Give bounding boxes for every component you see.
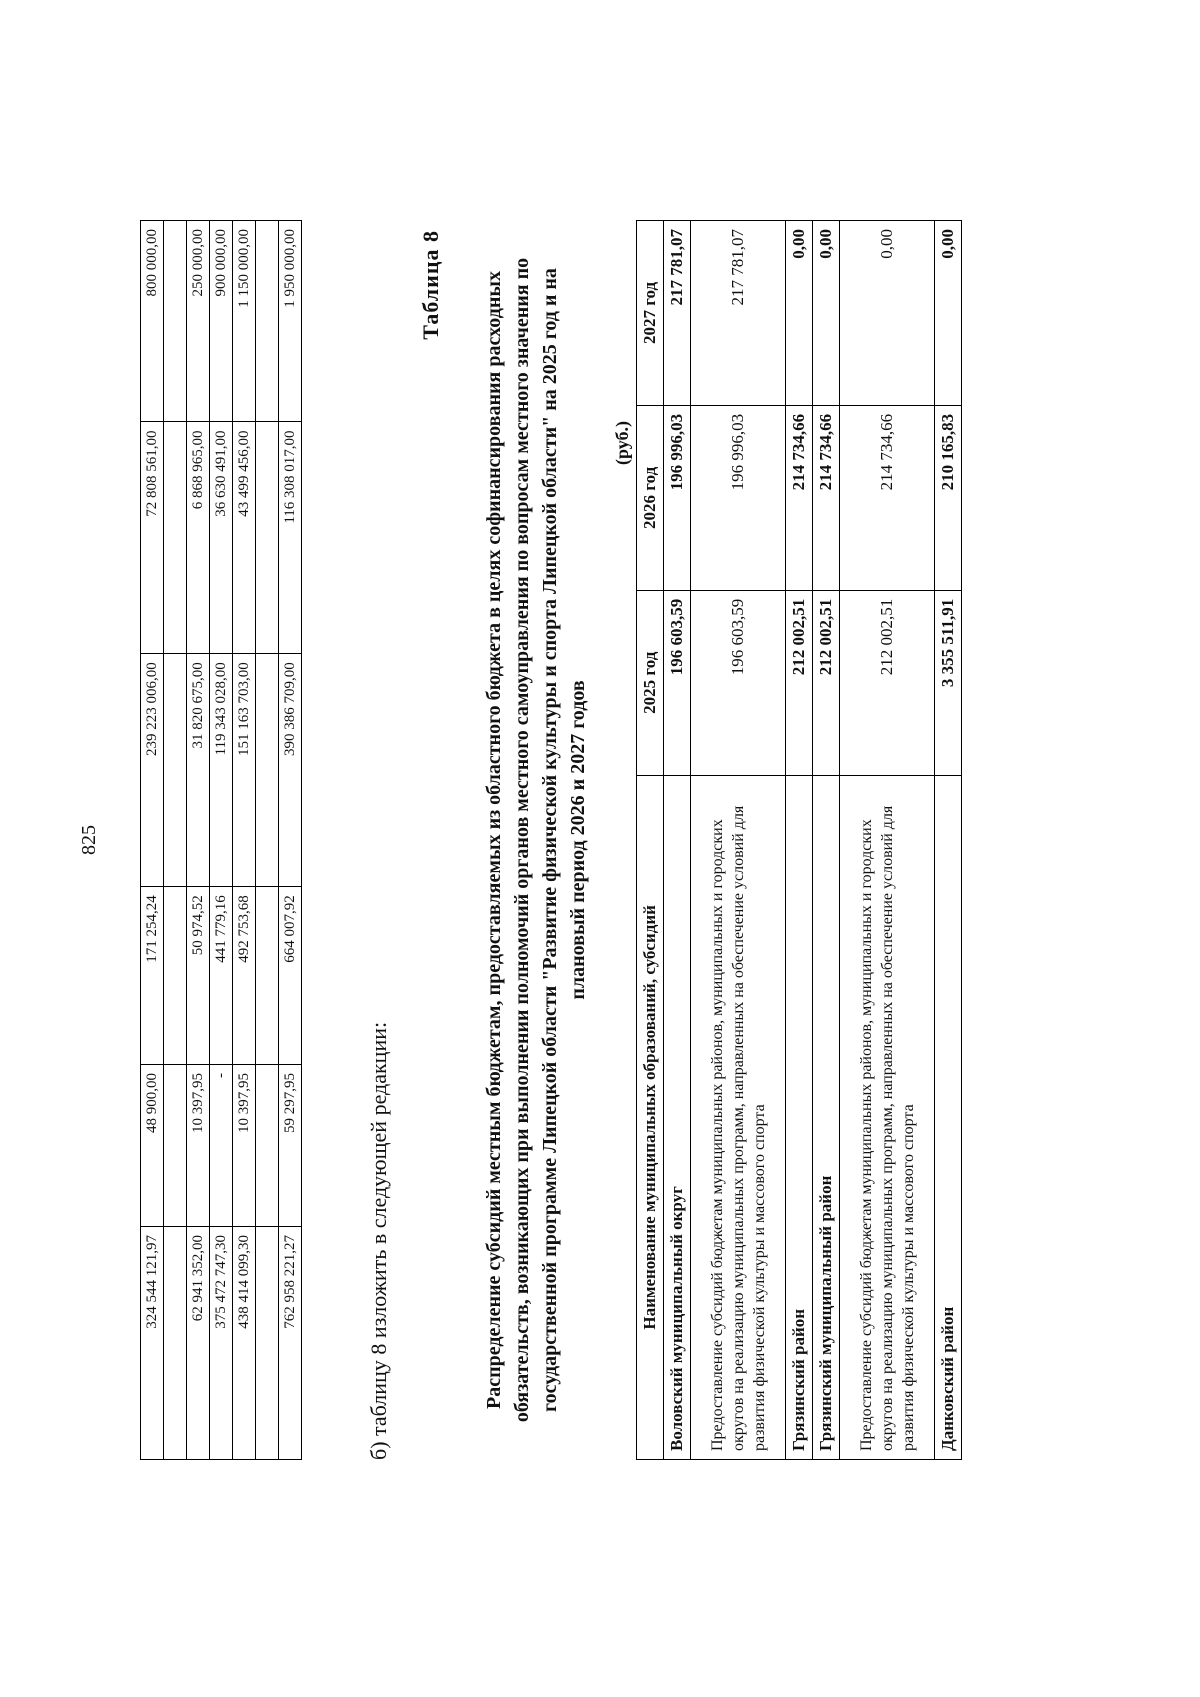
table-cell bbox=[164, 1065, 187, 1227]
amendment-note: б) таблицу 8 изложить в следующей редакции: bbox=[366, 1021, 391, 1460]
table-row bbox=[813, 221, 840, 1460]
continuation-table bbox=[140, 220, 302, 1460]
table-cell: 492 753,68 bbox=[233, 887, 256, 1065]
table-row bbox=[664, 221, 691, 1460]
table-cell: 239 223 006,00 bbox=[141, 654, 164, 887]
header-2025: 2025 год bbox=[637, 590, 664, 775]
value-2025: 212 002,51 bbox=[840, 590, 935, 775]
table-cell bbox=[256, 221, 279, 422]
table-cell: 800 000,00 bbox=[141, 221, 164, 422]
value-2027: 217 781,07 bbox=[664, 221, 691, 406]
subsidy-table bbox=[636, 220, 962, 1460]
table-row bbox=[691, 221, 786, 1460]
unit-label: (руб.) bbox=[612, 420, 632, 465]
table-cell: 59 297,95 bbox=[279, 1065, 302, 1227]
table-cell: 10 397,95 bbox=[187, 1065, 210, 1227]
table-cell: 119 343 028,00 bbox=[210, 654, 233, 887]
value-2026: 196 996,03 bbox=[691, 405, 786, 590]
table-cell: 151 163 703,00 bbox=[233, 654, 256, 887]
page-number: 825 bbox=[78, 825, 100, 855]
value-2025: 212 002,51 bbox=[813, 590, 840, 775]
value-2025: 196 603,59 bbox=[691, 590, 786, 775]
table-cell bbox=[256, 654, 279, 887]
table-cell: 664 007,92 bbox=[279, 887, 302, 1065]
table-cell: 438 414 099,30 bbox=[233, 1227, 256, 1460]
table-cell: 62 941 352,00 bbox=[187, 1227, 210, 1460]
value-2027: 217 781,07 bbox=[691, 221, 786, 406]
table-row bbox=[256, 221, 279, 1460]
table-cell: 390 386 709,00 bbox=[279, 654, 302, 887]
table-caption: Распределение субсидий местным бюджетам, предоставляемых из областного бюджета в целях софинансирования расходных обязательств, возникающих при выполнении полномочий органов местного самоуправления по вопросам местного значения по государственной программе Липецкой области "Развитие физической культуры и спорта Липецкой области" на 2025 год и на плановый период 2026 и 2027 годов bbox=[483, 257, 589, 1423]
table-cell: 171 254,24 bbox=[141, 887, 164, 1065]
value-2027: 0,00 bbox=[935, 221, 962, 406]
table-row bbox=[840, 221, 935, 1460]
table-header-row bbox=[637, 221, 664, 1460]
table-row bbox=[786, 221, 813, 1460]
table-cell: 762 958 221,27 bbox=[279, 1227, 302, 1460]
value-2026: 196 996,03 bbox=[664, 405, 691, 590]
table-cell: 6 868 965,00 bbox=[187, 422, 210, 654]
table-cell bbox=[256, 887, 279, 1065]
value-2025: 196 603,59 bbox=[664, 590, 691, 775]
value-2026: 214 734,66 bbox=[840, 405, 935, 590]
table-cell: 116 308 017,00 bbox=[279, 422, 302, 654]
table-cell bbox=[164, 654, 187, 887]
table-row bbox=[187, 221, 210, 1460]
value-2027: 0,00 bbox=[786, 221, 813, 406]
value-2026: 214 734,66 bbox=[813, 405, 840, 590]
value-2027: 0,00 bbox=[813, 221, 840, 406]
table-row bbox=[279, 221, 302, 1460]
table-cell bbox=[164, 887, 187, 1065]
table-row bbox=[141, 221, 164, 1460]
table-cell: - bbox=[210, 1065, 233, 1227]
row-name: Предоставление субсидий бюджетам муниципальных районов, муниципальных и городских округов на реализацию муниципальных программ, направленных на обеспечение условий для развития физической культуры и массового спорта bbox=[840, 775, 935, 1459]
value-2026: 214 734,66 bbox=[786, 405, 813, 590]
table-cell bbox=[164, 422, 187, 654]
header-2026: 2026 год bbox=[637, 405, 664, 590]
table-cell: 441 779,16 bbox=[210, 887, 233, 1065]
table-cell: 375 472 747,30 bbox=[210, 1227, 233, 1460]
header-2027: 2027 год bbox=[637, 221, 664, 406]
table-row bbox=[210, 221, 233, 1460]
rotated-document-page bbox=[70, 60, 1130, 1620]
table-cell: 324 544 121,97 bbox=[141, 1227, 164, 1460]
table-row bbox=[233, 221, 256, 1460]
row-name: Данковский район bbox=[935, 775, 962, 1459]
table-cell bbox=[256, 1227, 279, 1460]
table-row bbox=[935, 221, 962, 1460]
table-cell: 1 150 000,00 bbox=[233, 221, 256, 422]
value-2026: 210 165,83 bbox=[935, 405, 962, 590]
table-row bbox=[164, 221, 187, 1460]
table-cell bbox=[164, 1227, 187, 1460]
table-cell bbox=[256, 1065, 279, 1227]
row-name: Предоставление субсидий бюджетам муниципальных районов, муниципальных и городских округов на реализацию муниципальных программ, направленных на обеспечение условий для развития физической культуры и массового спорта bbox=[691, 775, 786, 1459]
continuation-table-body bbox=[141, 221, 302, 1460]
table-cell: 48 900,00 bbox=[141, 1065, 164, 1227]
table-cell bbox=[164, 221, 187, 422]
row-name: Грязинский муниципальный район bbox=[813, 775, 840, 1459]
table-cell: 72 808 561,00 bbox=[141, 422, 164, 654]
header-name: Наименование муниципальных образований, субсидий bbox=[637, 775, 664, 1459]
value-2025: 212 002,51 bbox=[786, 590, 813, 775]
table-cell: 36 630 491,00 bbox=[210, 422, 233, 654]
table-cell bbox=[256, 422, 279, 654]
value-2025: 3 355 511,91 bbox=[935, 590, 962, 775]
table-cell: 10 397,95 bbox=[233, 1065, 256, 1227]
row-name: Грязинский район bbox=[786, 775, 813, 1459]
value-2027: 0,00 bbox=[840, 221, 935, 406]
table-cell: 43 499 456,00 bbox=[233, 422, 256, 654]
table-cell: 1 950 000,00 bbox=[279, 221, 302, 422]
table-cell: 31 820 675,00 bbox=[187, 654, 210, 887]
row-name: Воловский муниципальный округ bbox=[664, 775, 691, 1459]
table-cell: 50 974,52 bbox=[187, 887, 210, 1065]
table-cell: 900 000,00 bbox=[210, 221, 233, 422]
table-label: Таблица 8 bbox=[418, 230, 443, 340]
table-cell: 250 000,00 bbox=[187, 221, 210, 422]
